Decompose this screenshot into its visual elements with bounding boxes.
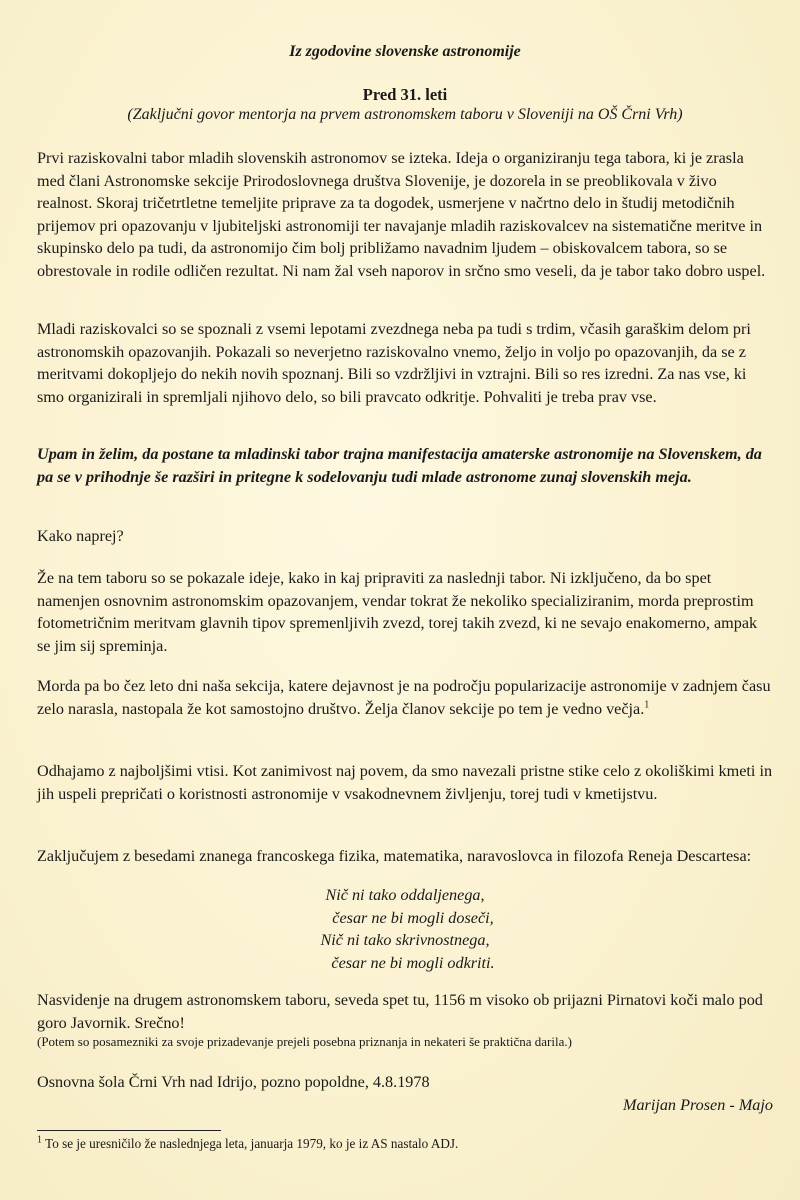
paragraph-wish: Upam in želim, da postane ta mladinski tabor trajna manifestacija amaterske astronomije na Slovenskem, da pa se v prihodnje še razširi in pritegne k sodelovanju tudi mlade astronome zunaj slovenskih meja. [37, 445, 762, 486]
article-heading: Pred 31. leti [362, 85, 448, 104]
closing-note: (Potem so posamezniki za svoje prizadevanje prejeli posebna priznanja in nekateri še praktična darila.) [37, 1034, 572, 1049]
quote-line: Nič ni tako skrivnostnega, [320, 931, 490, 949]
footnote-text: To se je uresničilo že naslednjega leta, januarja 1979, ko je iz AS nastalo ADJ. [42, 1136, 459, 1151]
footnote [37, 1135, 773, 1152]
author-signature: Marijan Prosen - Majo [622, 1096, 773, 1114]
paragraph-descartes-intro: Zaključujem z besedami znanega francoskega fizika, matematika, naravoslovca in filozofa Reneja Descartesa: [37, 847, 752, 865]
series-title: Iz zgodovine slovenske astronomije [289, 43, 521, 60]
footnote-reference: 1 [644, 699, 650, 711]
footnote-number: 1 [37, 1134, 42, 1146]
paragraph-young-researchers: Mladi raziskovalci so se spoznali z vsemi lepotami zvezdnega neba pa tudi s trdim, včasih garaškim delom pri astronomskih opazovanjih. Pokazali so neverjetno raziskovalno vnemo, željo in voljo po opazovanjih, da se z meritvami dokopljejo do nekih novih spoznanj. Bili so vzdržljivi in vztrajni. Bili so res izredni. Za nas vse, ki smo organizirali in spremljali njihovo delo, so bili pravcato odkritje. Pohvaliti je treba prav vse. [37, 320, 751, 406]
paragraph-farewell: Nasvidenje na drugem astronomskem taboru, seveda spet tu, 1156 m visoko ob prijazni Pirnatovi koči malo pod goro Javornik. Srečno! [37, 991, 763, 1032]
descartes-quote [37, 884, 773, 974]
footnote-divider [37, 1130, 221, 1131]
document-page [37, 0, 773, 1200]
article-subheading: (Zaključni govor mentorja na prvem astronomskem taboru v Sloveniji na OŠ Črni Vrh) [127, 106, 683, 123]
paragraph-intro: Prvi raziskovalni tabor mladih slovenskih astronomov se izteka. Ideja o organiziranju tega tabora, ki je zrasla med člani Astronomske sekcije Prirodoslovnega društva Slovenije, je dozorela in se preoblikovala v živo realnost. Skoraj tričetrtletne temeljite priprave za ta dogodek, usmerjene v načrtno delo in študij metodičnih prijemov pri opazovanju v ljubiteljski astronomiji ter navajanje mladih raziskovalcev na sistematične meritve in skupinsko delo pa tudi, da astronomijo čim bolj približamo navadnim ljudem – obiskovalcem tabora, so se obrestovale in rodile odličen rezultat. Ni nam žal vseh naporov in srčno smo veseli, da je tabor tako dobro uspel. [37, 149, 766, 280]
quote-line: česar ne bi mogli doseči, [332, 908, 494, 927]
place-and-date: Osnovna šola Črni Vrh nad Idrijo, pozno popoldne, 4.8.1978 [37, 1073, 430, 1091]
paragraph-section-society-text: Morda pa bo čez leto dni naša sekcija, katere dejavnost je na področju popularizacije astronomije v zadnjem času zelo narasla, nastopala že kot samostojno društvo. Želja članov sekcije po tem je vedno večja. [37, 677, 771, 718]
paragraph-impressions: Odhajamo z najboljšimi vtisi. Kot zanimivost naj povem, da smo navezali pristne stike celo z okoliškimi kmeti in jih uspeli prepričati o koristnosti astronomije v vsakodnevnem življenju, torej tudi v kmetijstvu. [37, 762, 773, 803]
quote-line: česar ne bi mogli odkriti. [331, 953, 495, 972]
paragraph-question: Kako naprej? [37, 527, 124, 545]
paragraph-next-camp: Že na tem taboru so se pokazale ideje, kako in kaj pripraviti za naslednji tabor. Ni izključeno, da bo spet namenjen osnovnim astronomskim opazovanjem, vendar tokrat že nekoliko specializiranim, morda preprostim fotometričnim meritvam glavnih tipov spremenljivih zvezd, torej takih zvezd, ki ne sevajo enakomerno, ampak se jim sij spreminja. [37, 569, 758, 655]
paragraph-section-society [37, 675, 773, 720]
quote-line: Nič ni tako oddaljenega, [325, 886, 485, 904]
